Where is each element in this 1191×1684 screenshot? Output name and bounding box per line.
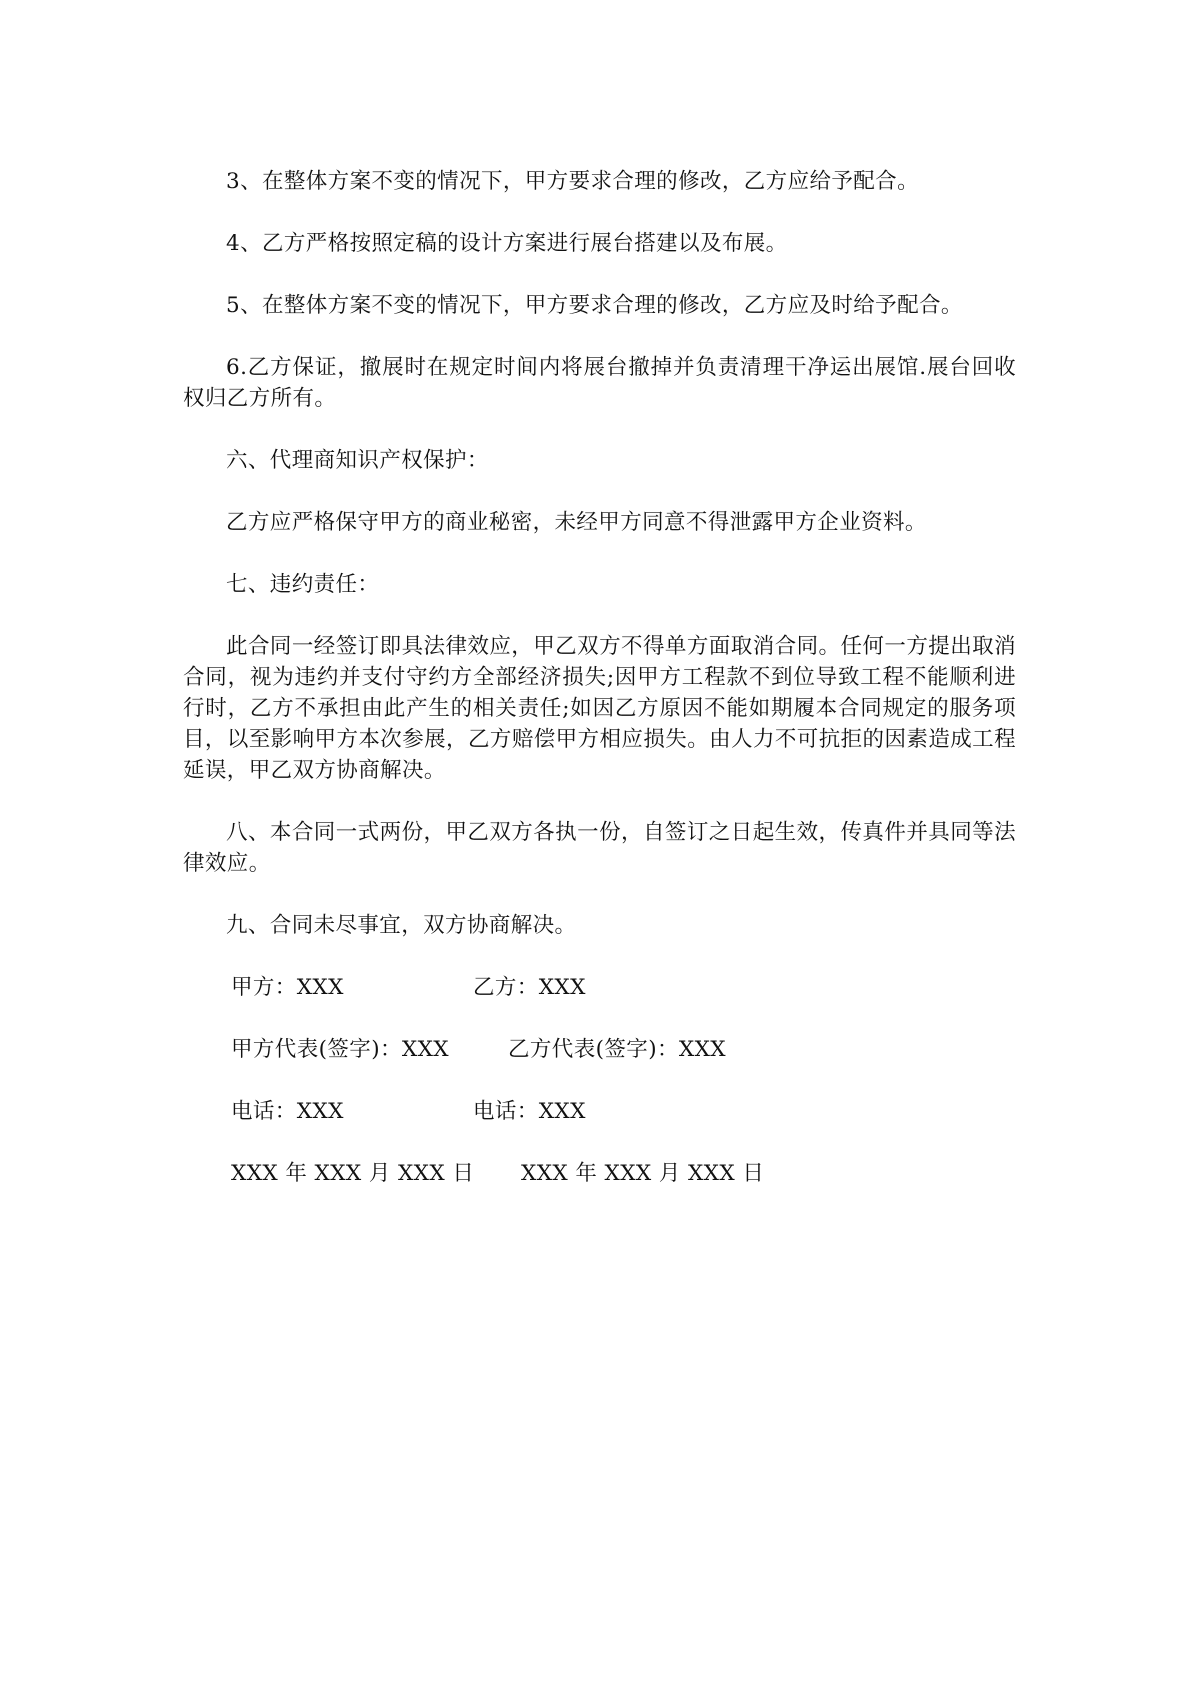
signature-row-dates	[183, 1158, 1016, 1189]
ip-protection-text: 乙方应严格保守甲方的商业秘密，未经甲方同意不得泄露甲方企业资料。	[226, 510, 927, 535]
section-ip-protection-heading: 六、代理商知识产权保护：	[226, 448, 489, 473]
breach-liability-text: 此合同一经签订即具法律效应，甲乙双方不得单方面取消合同。任何一方提出取消合同，视为违约并支付守约方全部经济损失;因甲方工程款不到位导致工程不能顺利进行时，乙方不承担由此产生的相关责任;如因乙方原因不能如期履本合同规定的服务项目，以至影响甲方本次参展，乙方赔偿甲方相应损失。由人力不可抗拒的因素造成工程延误，甲乙双方协商解决。	[183, 634, 1016, 783]
party-a-date: XXX 年 XXX 月 XXX 日	[231, 1161, 475, 1186]
party-b-phone: 电话：XXX	[473, 1099, 586, 1124]
party-a-label: 甲方：XXX	[231, 975, 344, 1000]
party-b-representative: 乙方代表(签字)：XXX	[508, 1037, 726, 1062]
party-a-phone: 电话：XXX	[231, 1099, 344, 1124]
clause-copies: 八、本合同一式两份，甲乙双方各执一份，自签订之日起生效，传真件并具同等法律效应。	[183, 820, 1016, 876]
clause-3: 3、在整体方案不变的情况下，甲方要求合理的修改，乙方应给予配合。	[226, 169, 919, 194]
party-b-date: XXX 年 XXX 月 XXX 日	[521, 1161, 765, 1186]
signature-row-representatives	[183, 1034, 1016, 1065]
clause-6: 6.乙方保证，撤展时在规定时间内将展台撤掉并负责清理干净运出展馆.展台回收权归乙方所有。	[183, 355, 1016, 411]
signature-row-phones	[183, 1096, 1016, 1127]
section-breach-heading: 七、违约责任：	[226, 572, 380, 597]
signature-row-parties	[183, 972, 1016, 1003]
party-a-representative: 甲方代表(签字)：XXX	[231, 1037, 449, 1062]
clause-5: 5、在整体方案不变的情况下，甲方要求合理的修改，乙方应及时给予配合。	[226, 293, 963, 318]
clause-unresolved-matters: 九、合同未尽事宜，双方协商解决。	[226, 913, 577, 938]
clause-4: 4、乙方严格按照定稿的设计方案进行展台搭建以及布展。	[226, 231, 788, 256]
party-b-label: 乙方：XXX	[473, 975, 586, 1000]
contract-body	[183, 166, 1016, 1220]
